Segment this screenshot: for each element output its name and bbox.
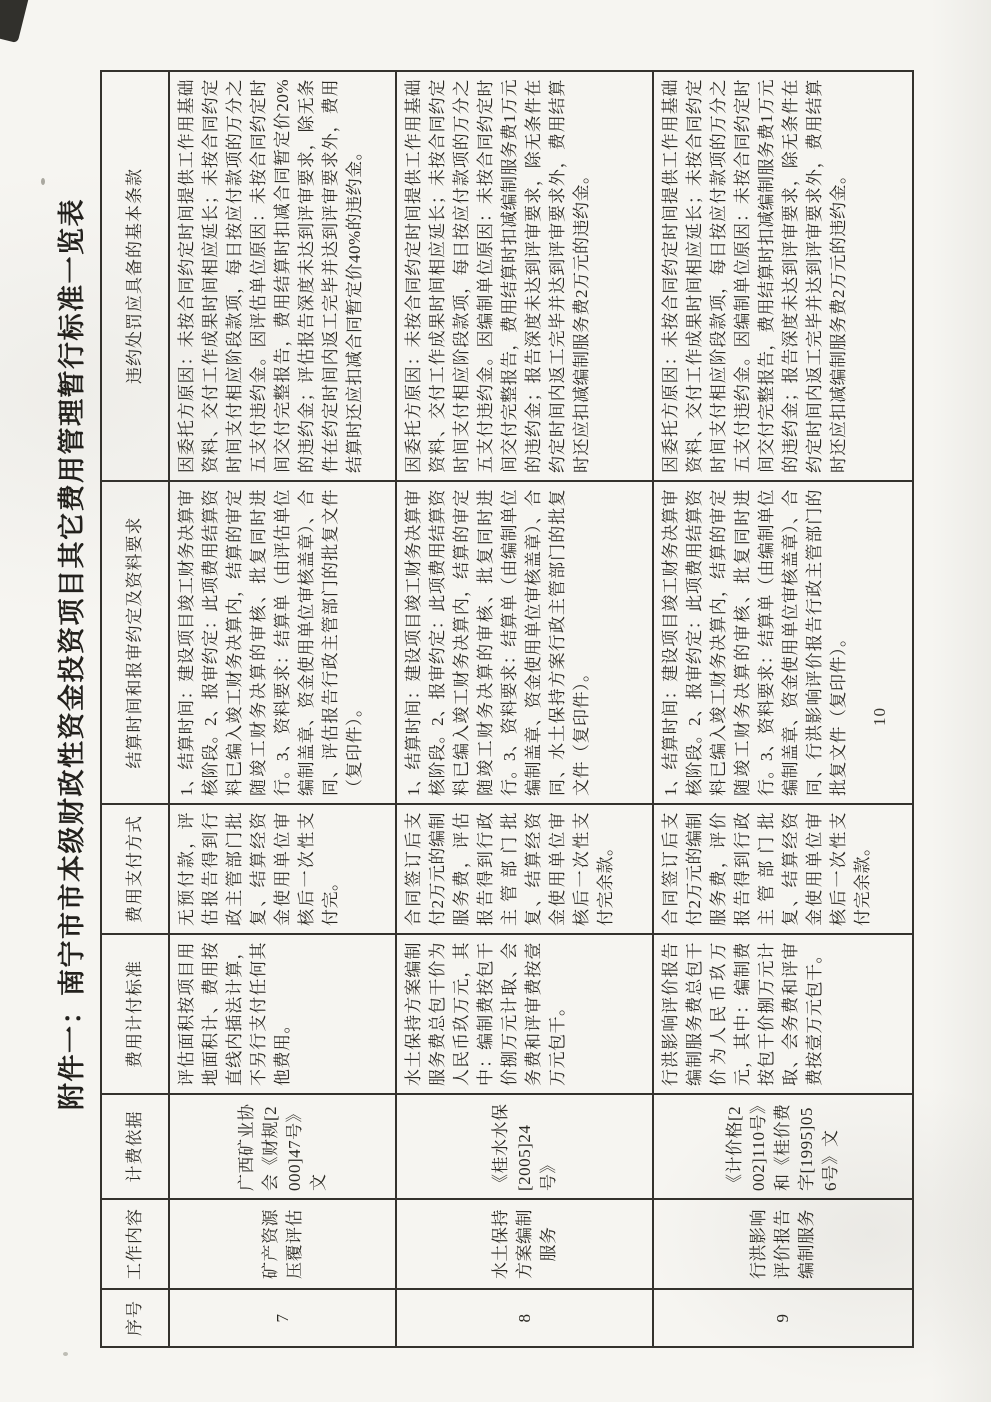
cell-fee-basis: 《计价格[2002]110号》和《桂价费字[1995]056号》文 bbox=[653, 1094, 913, 1199]
header-work-content: 工作内容 bbox=[101, 1199, 169, 1289]
header-settlement-review: 结算时间和报审约定及资料要求 bbox=[101, 481, 169, 804]
cell-settlement-review: 1、结算时间：建设项目竣工财务决算审核阶段。2、报审约定：此项费用结算资料已编入竣工财务决算内，结算的审定随竣工财务决算的审核、批复同时进行。3、资料要求：结算单（由评估单位编制盖章、资金使用单位审核盖章）、合同、评估报告行政主管部门的批复文件（复印件）。 bbox=[169, 481, 396, 804]
table-row bbox=[396, 71, 653, 1347]
cell-fee-basis: 广西矿业协会《财规[2000]47号》文 bbox=[169, 1094, 396, 1199]
cell-settlement-review: 1、结算时间：建设项目竣工财务决算审核阶段。2、报审约定：此项费用结算资料已编入竣工财务决算内，结算的审定随竣工财务决算的审核、批复同时进行。3、资料要求：结算单（由编制单位编制盖章、资金使用单位审核盖章）、合同、水土保持方案行政主管部门的批复文件（复印件）。 bbox=[396, 481, 653, 804]
header-fee-standard: 费用计付标准 bbox=[101, 934, 169, 1094]
cell-seq-no: 8 bbox=[396, 1289, 653, 1347]
cell-fee-standard: 行洪影响评价报告编制服务费总包干价为人民币玖万元，其中：编制费按包干价捌万元计取、会务费和评审费按壹万元包干。 bbox=[653, 934, 913, 1094]
header-payment-method: 费用支付方式 bbox=[101, 804, 169, 934]
cell-work-content: 矿产资源压覆评估 bbox=[169, 1199, 396, 1289]
document-title: 附件一：南宁市市本级财政性资金投资项目其它费用管理暂行标准一览表 bbox=[57, 198, 87, 1110]
cell-seq-no: 9 bbox=[653, 1289, 913, 1347]
cell-settlement-review: 1、结算时间：建设项目竣工财务决算审核阶段。2、报审约定：此项费用结算资料已编入竣工财务决算内，结算的审定随竣工财务决算的审核、批复同时进行。3、资料要求：结算单（由编制单位编制盖章、资金使用单位审核盖章）、合同、行洪影响评价报告行政主管部门的批复文件（复印件）。 bbox=[653, 481, 913, 804]
header-breach-clauses: 违约处罚应具备的基本条款 bbox=[101, 71, 169, 481]
cell-work-content: 行洪影响评价报告编制服务 bbox=[653, 1199, 913, 1289]
header-seq-no: 序号 bbox=[101, 1289, 169, 1347]
cell-fee-standard: 评估面积按项目用地面积计、费用按直线内插法计算，不另行支付任何其他费用。 bbox=[169, 934, 396, 1094]
cell-fee-standard: 水土保持方案编制服务费总包干价为人民币玖万元，其中：编制费按包干价捌万元计取、会务费和评审费按壹万元包干。 bbox=[396, 934, 653, 1094]
cell-payment-method: 无预付款，评估报告得到行政主管部门批复、结算经资金使用单位审核后一次性支付完。 bbox=[169, 804, 396, 934]
header-fee-basis: 计费依据 bbox=[101, 1094, 169, 1199]
page-number: 10 bbox=[870, 707, 889, 726]
cell-seq-no: 7 bbox=[169, 1289, 396, 1347]
cell-work-content: 水土保持方案编制服务 bbox=[396, 1199, 653, 1289]
cell-fee-basis: 《桂水水保[2005]24号》 bbox=[396, 1094, 653, 1199]
cell-payment-method: 合同签订后支付2万元的编制服务费，评价报告得到行政主管部门批复、结算经资金使用单位审核后一次性支付完余款。 bbox=[653, 804, 913, 934]
cell-payment-method: 合同签订后支付2万元的编制服务费，评估报告得到行政主管部门批复、结算经资金使用单位审核后一次性支付完余款。 bbox=[396, 804, 653, 934]
fee-standards-table bbox=[100, 70, 914, 1348]
table-header-row bbox=[101, 71, 169, 1347]
cell-breach-clauses: 因委托方原因：未按合同约定时间提供工作用基础资料、交付工作成果时间相应延长；未按合同约定时间支付相应阶段款项，每日按应付款项的万分之五支付违约金。因评估单位原因：未按合同约定时间交付完整报告，费用结算时扣减合同暂定价20%的违约金；评估报告深度未达到评审要求，除无条件在约定时间内返工完毕并达到评审要求外，费用结算时还应扣减合同暂定价40%的违约金。 bbox=[169, 71, 396, 481]
table-row bbox=[169, 71, 396, 1347]
cell-breach-clauses: 因委托方原因：未按合同约定时间提供工作用基础资料、交付工作成果时间相应延长；未按合同约定时间支付相应阶段款项，每日按应付款项的万分之五支付违约金。因编制单位原因：未按合同约定时间交付完整报告，费用结算时扣减编制服务费1万元的违约金；报告深度未达到评审要求，除无条件在约定时间内返工完毕并达到评审要求外，费用结算时还应扣减编制服务费2万元的违约金。 bbox=[396, 71, 653, 481]
cell-breach-clauses: 因委托方原因：未按合同约定时间提供工作用基础资料、交付工作成果时间相应延长；未按合同约定时间支付相应阶段款项，每日按应付款项的万分之五支付违约金。因编制单位原因：未按合同约定时间交付完整报告，费用结算时扣减编制服务费1万元的违约金；报告深度未达到评审要求，除无条件在约定时间内返工完毕并达到评审要求外，费用结算时还应扣减编制服务费2万元的违约金。 bbox=[653, 71, 913, 481]
